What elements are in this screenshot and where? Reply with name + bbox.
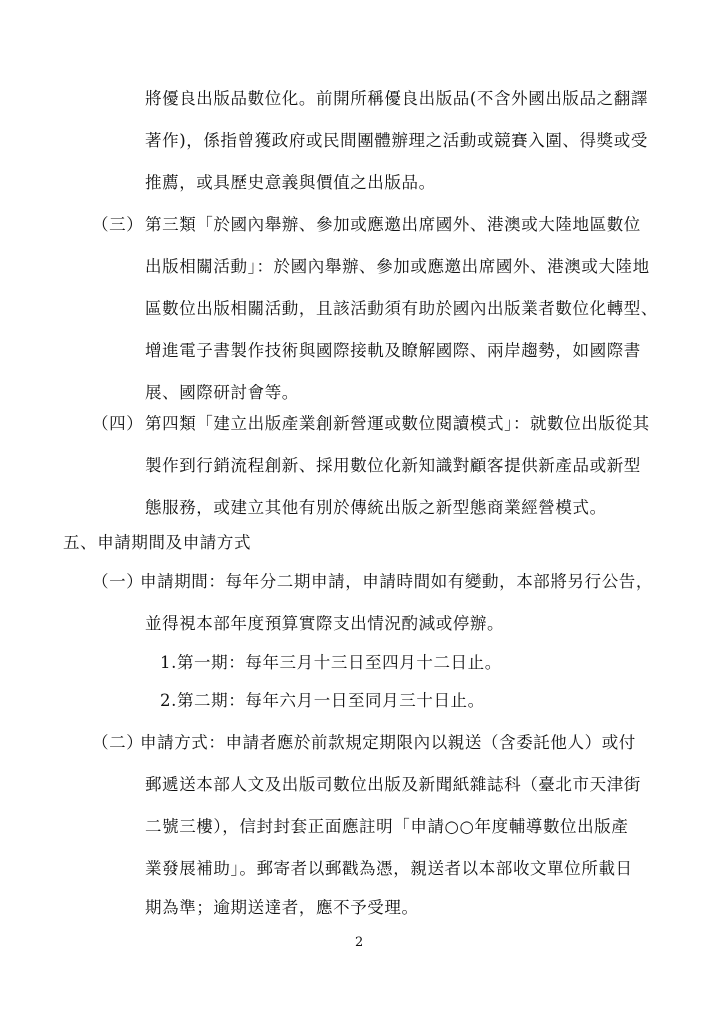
item-3-line: 出版相關活動」：於國內舉辦、參加或應邀出席國外、港澳或大陸地	[145, 257, 650, 276]
item-4-line: 第四類「建立出版產業創新營運或數位閱讀模式」：就數位出版從其	[145, 414, 650, 433]
page-number: 2	[355, 935, 364, 950]
paragraph-line: 將優良出版品數位化。前開所稱優良出版品(不含外國出版品之翻譯	[145, 89, 648, 108]
sub-1-line: 並得視本部年度預算實際支出情況酌減或停辦。	[145, 614, 505, 633]
sub-2-line: 郵遞送本部人文及出版司數位出版及新聞紙雜誌科（臺北市天津街	[145, 775, 641, 794]
sub-2-marker: （二）	[92, 733, 144, 752]
item-3-line: 區數位出版相關活動，且該活動須有助於國內出版業者數位化轉型、	[145, 299, 658, 318]
item-4-line: 製作到行銷流程創新、採用數位化新知識對顧客提供新產品或新型	[145, 456, 641, 475]
sub-2-line: 期為準；逾期送達者，應不予受理。	[145, 898, 419, 917]
sub-1-line: 申請期間：每年分二期申請，申請時間如有變動，本部將另行公告，	[140, 572, 653, 591]
item-3-line: 第三類「於國內舉辦、參加或應邀出席國外、港澳或大陸地區數位	[145, 215, 641, 234]
sub-1-marker: （一）	[92, 572, 144, 591]
item-3-marker: （三）	[92, 215, 144, 234]
sub-2-line: 業發展補助」。郵寄者以郵戳為憑，親送者以本部收文單位所載日	[145, 859, 633, 878]
sub-2-line: 二號三樓），信封封套正面應註明「申請○○年度輔導數位出版產	[145, 817, 629, 836]
item-3-line: 增進電子書製作技術與國際接軌及瞭解國際、兩岸趨勢，如國際書	[145, 341, 641, 360]
item-3-line: 展、國際研討會等。	[145, 383, 299, 402]
period-item: 1.第一期：每年三月十三日至四月十二日止。	[160, 653, 502, 672]
item-4-line: 態服務，或建立其他有別於傳統出版之新型態商業經營模式。	[145, 498, 607, 517]
sub-2-line: 申請方式：申請者應於前款規定期限內以親送（含委託他人）或付	[140, 733, 636, 752]
paragraph-line: 推薦，或具歷史意義與價值之出版品。	[145, 173, 436, 192]
item-4-marker: （四）	[92, 414, 144, 433]
section-5-heading: 五、申請期間及申請方式	[63, 533, 252, 552]
paragraph-line: 著作)，係指曾獲政府或民間團體辦理之活動或競賽入圍、得獎或受	[145, 131, 648, 150]
period-item: 2.第二期：每年六月一日至同月三十日止。	[160, 691, 485, 710]
